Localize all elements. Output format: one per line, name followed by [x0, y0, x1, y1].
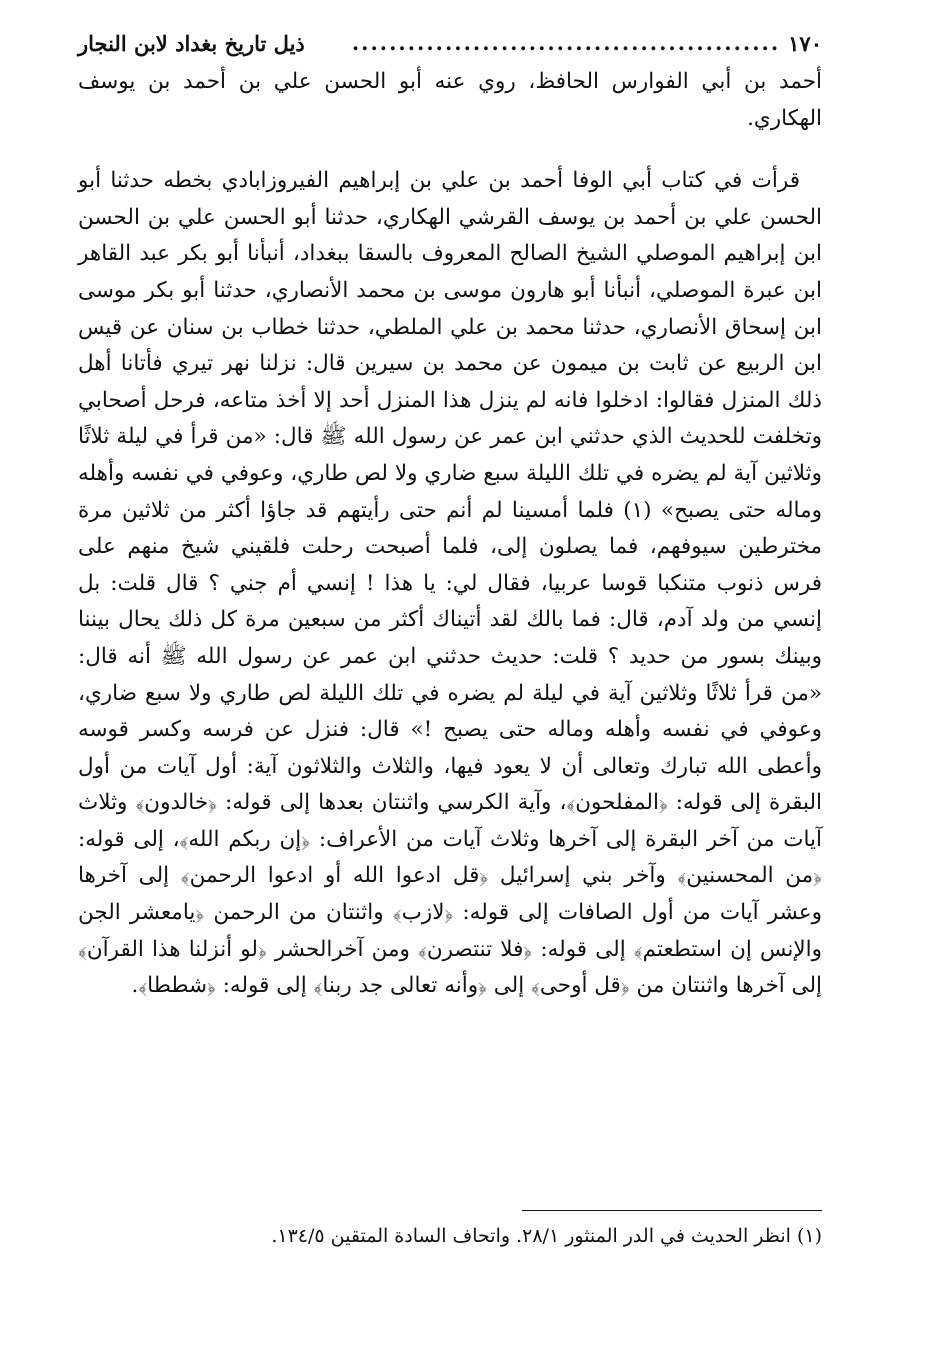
header-dot-leader: .............................................. — [351, 30, 781, 55]
main-paragraph: قرأت في كتاب أبي الوفا أحمد بن علي بن إبراهيم الفيروزابادي بخطه حدثنا أبو الحسن علي بن أحمد بن يوسف القرشي الهكاري، حدثنا أبو الحسن علي بن الحسن ابن إبراهيم الموصلي الشيخ الصالح المعروف بالسقا ببغداد، أنبأنا أبو بكر عبد القاهر ابن عبرة الموصلي، أنبأنا أبو هارون موسى بن محمد الأنصاري، حدثنا أبو بكر موسى ابن إسحاق الأنصاري، حدثنا محمد بن علي الملطي، حدثنا خطاب بن سنان عن قيس ابن الربيع عن ثابت بن ميمون عن محمد بن سيرين قال: نزلنا نهر تيري فأتانا أهل ذلك المنزل فقالوا: ادخلوا فانه لم ينزل هذا المنزل أحد إلا أخذ متاعه، فرحل أصحابي وتخلفت للحديث الذي حدثني ابن عمر عن رسول الله ﷺ قال: «من قرأ في ليلة ثلاثًا وثلاثين آية لم يضره في تلك الليلة سبع ضاري ولا لص طاري، وعوفي في نفسه وأهله وماله حتى يصبح» (١) فلما أمسينا لم أنم حتى رأيتهم قد جاؤا أكثر من ثلاثين مرة مخترطين سيوفهم، فما يصلون إلى، فلما أصبحت رحلت فلقيني شيخ منهم على فرس ذنوب متنكبا قوسا عربيا، فقال لي: يا هذا ! إنسي أم جني ؟ قال قلت: بل إنسي من ولد آدم، قال: فما بالك لقد أتيناك أكثر من سبعين مرة كل ذلك يحال بيننا وبينك بسور من حديد ؟ قلت: حديث حدثني ابن عمر عن رسول الله ﷺ أنه قال: «من قرأ ثلاثًا وثلاثين آية في ليلة لم يضره في تلك الليلة لص طاري ولا سبع ضاري، وعوفي في نفسه وأهله وماله حتى يصبح !» قال: فنزل عن فرسه وكسر قوسه وأعطى الله تبارك وتعالى أن لا يعود فيها، والثلاث والثلاثون آية: أول آيات من أول البقرة إلى قوله: ﴿المفلحون﴾، وآية الكرسي واثنتان بعدها إلى قوله: ﴿خالدون﴾ وثلاث آيات من آخر البقرة إلى آخرها وثلاث آيات من الأعراف: ﴿إن ربكم الله﴾، إلى قوله: ﴿من المحسنين﴾ وآخر بني إسرائيل ﴿قل ادعوا الله أو ادعوا الرحمن﴾ إلى آخرها وعشر آيات من أول الصافات إلى قوله: ﴿لازب﴾ واثنتان من الرحمن ﴿يامعشر الجن والإنس إن استطعتم﴾ إلى قوله: ﴿فلا تنتصرن﴾ ومن آخرالحشر ﴿لو أنزلنا هذا القرآن﴾ إلى آخرها واثنتان من ﴿قل أوحى﴾ إلى ﴿وأنه تعالى جد ربنا﴾ إلى قوله: ﴿شططا﴾. — [78, 168, 823, 999]
footnote: (١) انظر الحديث في الدر المنثور ٢٨/١. واتحاف السادة المتقين ١٣٤/٥. — [271, 1225, 822, 1247]
book-page — [78, 24, 822, 1344]
footnote-divider — [522, 1210, 822, 1211]
page-number: ١٧٠ — [788, 30, 822, 56]
page-header — [78, 28, 822, 58]
intro-paragraph: أحمد بن أبي الفوارس الحافظ، روي عنه أبو الحسن علي بن أحمد بن يوسف الهكاري. — [78, 69, 822, 131]
body-text — [78, 64, 822, 1005]
running-title: ذيل تاريخ بغداد لابن النجار — [78, 30, 305, 56]
